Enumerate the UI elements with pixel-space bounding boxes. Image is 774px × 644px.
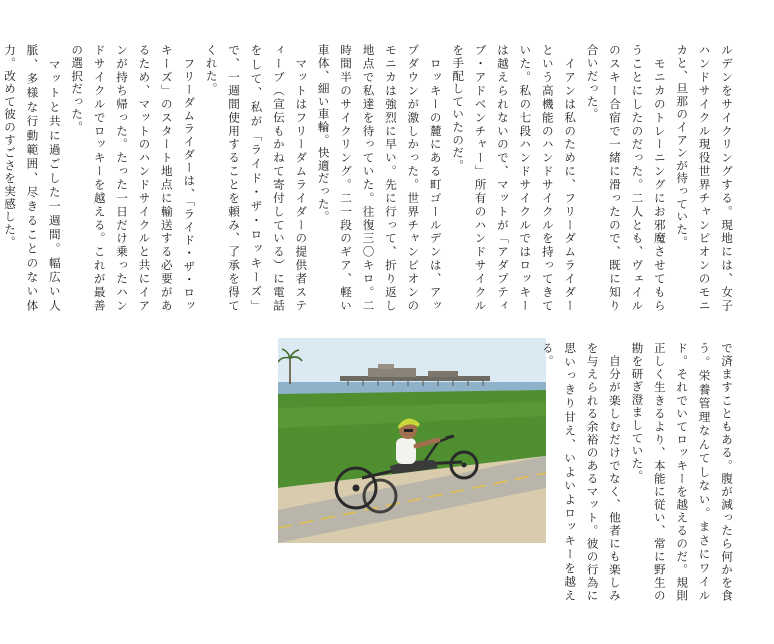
article-text-continuation: で済ますこともある。腹が減ったら何かを食う。栄養管理なんてしない。まさにワイルド。それでいてロッキーを越えるのだ。規則正しく生きるより、本能に従い、常に野生の勘を研ぎ澄ましていた。 自分が楽しむだけでなく、他者にも楽しみを与えられる余裕のあるマット。彼の行為に思いっきり甘え、いよいよロッキーを越える。 [540, 342, 734, 602]
article-text-main: ルデンをサイクリングする。現地には、女子ハンドサイクル現役世界チャンピオンのモニカと、旦那のイアンが待っていた。 モニカのトレーニングにお邪魔させてもらうことにしたのだった。二人とも、ヴェイルのスキー合宿で一緒に滑ったので、既に知り合いだった。 イアンは私のために、フリーダムライダーという高機能のハンドサイクルを持ってきていた。私の七段ハンドサイクルではロッキーは越えられないので、マットが「アダプティブ・アドベンチャー」所有のハンドサイクルを手配していたのだ。 ロッキーの麓にある町ゴールデンは、アップダウンが激しかった。世界チャンピオンのモニカは強烈に早い。先に行って、折り返し地点で私達を待っていた。往復三〇キロ。二時間半のサイクリング。二一段のギア、軽い車体、細い車輪。快適だった。 マットはフリーダムライダーの提供者スティーブ（宣伝もかねて寄付している）に電話をして、私が「ライド・ザ・ロッキーズ」で、一週間使用することを頼み、了承を得てくれた。 フリーダムライダーは、「ライド・ザ・ロッキーズ」のスタート地点に輸送する必要があるため、マットのハンドサイクルと共にイアンが持ち帰った。たった一日だけ乗ったハンドサイクルでロッキーを越える。これが最善の選択だった。 マットと共に過ごした一週間。幅広い人脈、多様な行動範囲、尽きることのない体力。改めて彼のすごさを実感した。 [3, 44, 734, 312]
handcycle-photo [278, 338, 546, 543]
handcycle-photo-drawing [278, 338, 546, 543]
